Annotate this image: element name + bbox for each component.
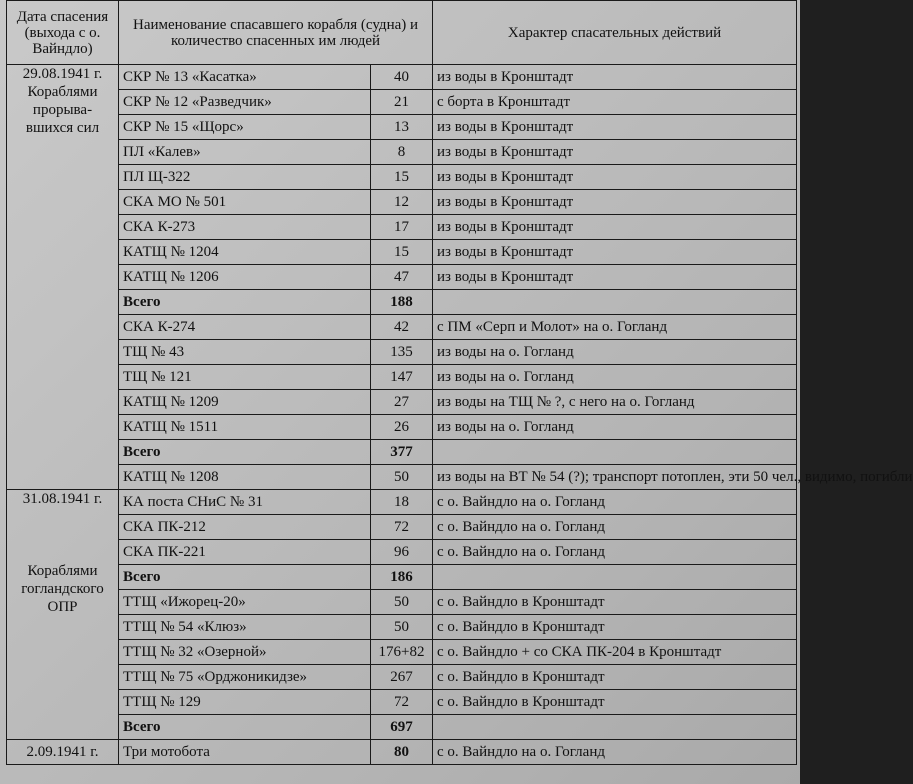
rescue-action: с о. Вайндло в Кронштадт	[433, 590, 797, 615]
table-row	[7, 90, 797, 115]
rescue-action	[433, 440, 797, 465]
table-body	[7, 65, 913, 765]
date-line: гогландского	[21, 581, 104, 597]
ship-name: КАТЩ № 1209	[119, 390, 371, 415]
rescued-count: 147	[371, 365, 433, 390]
header-date: Дата спасения (выхода с о. Вайндло)	[7, 1, 119, 65]
table-row	[7, 340, 797, 365]
rescue-action: из воды в Кронштадт	[433, 265, 797, 290]
table-row	[7, 490, 797, 515]
rescue-action: с о. Вайндло в Кронштадт	[433, 615, 797, 640]
table-row	[7, 240, 797, 265]
ship-name: СКА МО № 501	[119, 190, 371, 215]
rescued-count: 188	[371, 290, 433, 315]
table-row	[7, 390, 797, 415]
table-row	[7, 515, 797, 540]
rescue-action: из воды на о. Гогланд	[433, 340, 797, 365]
ship-name: КА поста СНиС № 31	[119, 490, 371, 515]
rescued-count: 72	[371, 515, 433, 540]
table-total-row	[7, 565, 797, 590]
date-line	[11, 544, 114, 562]
rescue-action: с о. Вайндло на о. Гогланд	[433, 540, 797, 565]
rescued-count: 13	[371, 115, 433, 140]
table-row	[7, 165, 797, 190]
date-cell	[7, 490, 119, 740]
date-line: Кораблями	[27, 84, 98, 100]
date-line: 31.08.1941 г.	[22, 491, 103, 507]
rescued-count: 186	[371, 565, 433, 590]
rescued-count: 47	[371, 265, 433, 290]
date-line: ОПР	[47, 599, 78, 615]
rescued-count: 80	[371, 740, 433, 765]
rescued-count: 42	[371, 315, 433, 340]
date-line: вшихся сил	[25, 120, 100, 136]
rescue-action: с ПМ «Серп и Молот» на о. Гогланд	[433, 315, 797, 340]
date-cell	[7, 740, 119, 765]
rescued-count: 377	[371, 440, 433, 465]
date-line: Кораблями	[27, 563, 98, 579]
table-row	[7, 690, 797, 715]
rescue-action: с о. Вайндло + со СКА ПК-204 в Кронштадт	[433, 640, 797, 665]
header-action: Характер спасательных действий	[433, 1, 797, 65]
rescued-count: 72	[371, 690, 433, 715]
ship-name: СКР № 13 «Касатка»	[119, 65, 371, 90]
rescued-count: 176+82	[371, 640, 433, 665]
header-ship: Наименование спасавшего корабля (судна) и количество спасенных им людей	[119, 1, 433, 65]
rescue-action: из воды в Кронштадт	[433, 115, 797, 140]
ship-name: СКА ПК-221	[119, 540, 371, 565]
table-row	[7, 590, 797, 615]
ship-name: Всего	[119, 440, 371, 465]
ship-name: ПЛ Щ-322	[119, 165, 371, 190]
rescued-count: 27	[371, 390, 433, 415]
ship-name: ТТЩ № 54 «Клюз»	[119, 615, 371, 640]
ship-name: КАТЩ № 1208	[119, 465, 371, 490]
rescue-action: из воды на о. Гогланд	[433, 415, 797, 440]
date-line: 2.09.1941 г.	[26, 744, 99, 760]
date-line: 29.08.1941 г.	[22, 66, 103, 82]
ship-name: СКР № 12 «Разведчик»	[119, 90, 371, 115]
rescue-action: из воды в Кронштадт	[433, 165, 797, 190]
rescued-count: 17	[371, 215, 433, 240]
table-row	[7, 215, 797, 240]
ship-name: СКА К-274	[119, 315, 371, 340]
rescue-action: с о. Вайндло на о. Гогланд	[433, 515, 797, 540]
rescue-action: из воды в Кронштадт	[433, 140, 797, 165]
date-line: прорыва-	[32, 102, 93, 118]
rescued-count: 18	[371, 490, 433, 515]
table-header-row	[7, 1, 797, 65]
table-row	[7, 65, 797, 90]
table-row	[7, 615, 797, 640]
rescued-count: 21	[371, 90, 433, 115]
rescue-action: с борта в Кронштадт	[433, 90, 797, 115]
table-row	[7, 315, 797, 340]
ship-name: ТТЩ № 75 «Орджоникидзе»	[119, 665, 371, 690]
table-row	[7, 740, 797, 765]
rescue-action: с о. Вайндло на о. Гогланд	[433, 490, 797, 515]
rescued-count: 15	[371, 240, 433, 265]
ship-name: ПЛ «Калев»	[119, 140, 371, 165]
rescue-action: из воды на о. Гогланд	[433, 365, 797, 390]
ship-name: ТТЩ № 129	[119, 690, 371, 715]
table-row	[7, 665, 797, 690]
rescue-table	[6, 0, 913, 765]
ship-name: ТЩ № 121	[119, 365, 371, 390]
date-cell	[7, 65, 119, 490]
rescue-action: из воды в Кронштадт	[433, 240, 797, 265]
rescued-count: 96	[371, 540, 433, 565]
rescue-action: с о. Вайндло в Кронштадт	[433, 665, 797, 690]
ship-name: Всего	[119, 715, 371, 740]
rescue-action: с о. Вайндло в Кронштадт	[433, 690, 797, 715]
rescued-count: 697	[371, 715, 433, 740]
table-row	[7, 415, 797, 440]
rescued-count: 267	[371, 665, 433, 690]
table-row	[7, 540, 797, 565]
rescued-count: 12	[371, 190, 433, 215]
table-row	[7, 365, 797, 390]
ship-name: КАТЩ № 1204	[119, 240, 371, 265]
rescued-count: 15	[371, 165, 433, 190]
rescue-action: с о. Вайндло на о. Гогланд	[433, 740, 797, 765]
date-line	[11, 508, 114, 526]
ship-name: Всего	[119, 565, 371, 590]
table-row	[7, 115, 797, 140]
table-row	[7, 640, 797, 665]
rescue-action	[433, 715, 797, 740]
ship-name: Три мотобота	[119, 740, 371, 765]
ship-name: КАТЩ № 1511	[119, 415, 371, 440]
table-row	[7, 465, 797, 490]
rescued-count: 8	[371, 140, 433, 165]
rescue-action: из воды в Кронштадт	[433, 215, 797, 240]
rescued-count: 26	[371, 415, 433, 440]
ship-name: ТТЩ № 32 «Озерной»	[119, 640, 371, 665]
rescue-action: из воды на ТЩ № ?, с него на о. Гогланд	[433, 390, 797, 415]
rescued-count: 50	[371, 465, 433, 490]
ship-name: КАТЩ № 1206	[119, 265, 371, 290]
rescue-action	[433, 565, 797, 590]
rescue-action: из воды на ВТ № 54 (?); транспорт потоплен, эти 50 чел., видимо, погибли	[433, 465, 797, 490]
rescued-count: 50	[371, 615, 433, 640]
table-row	[7, 265, 797, 290]
table-total-row	[7, 715, 797, 740]
rescue-action	[433, 290, 797, 315]
ship-name: Всего	[119, 290, 371, 315]
table-total-row	[7, 440, 797, 465]
table-total-row	[7, 290, 797, 315]
table-row	[7, 140, 797, 165]
rescued-count: 135	[371, 340, 433, 365]
rescue-action: из воды в Кронштадт	[433, 65, 797, 90]
ship-name: СКА К-273	[119, 215, 371, 240]
rescued-count: 40	[371, 65, 433, 90]
ship-name: СКА ПК-212	[119, 515, 371, 540]
ship-name: ТЩ № 43	[119, 340, 371, 365]
rescue-action: из воды в Кронштадт	[433, 190, 797, 215]
date-line	[11, 526, 114, 544]
table-row	[7, 190, 797, 215]
rescued-count: 50	[371, 590, 433, 615]
ship-name: СКР № 15 «Щорс»	[119, 115, 371, 140]
ship-name: ТТЩ «Ижорец-20»	[119, 590, 371, 615]
